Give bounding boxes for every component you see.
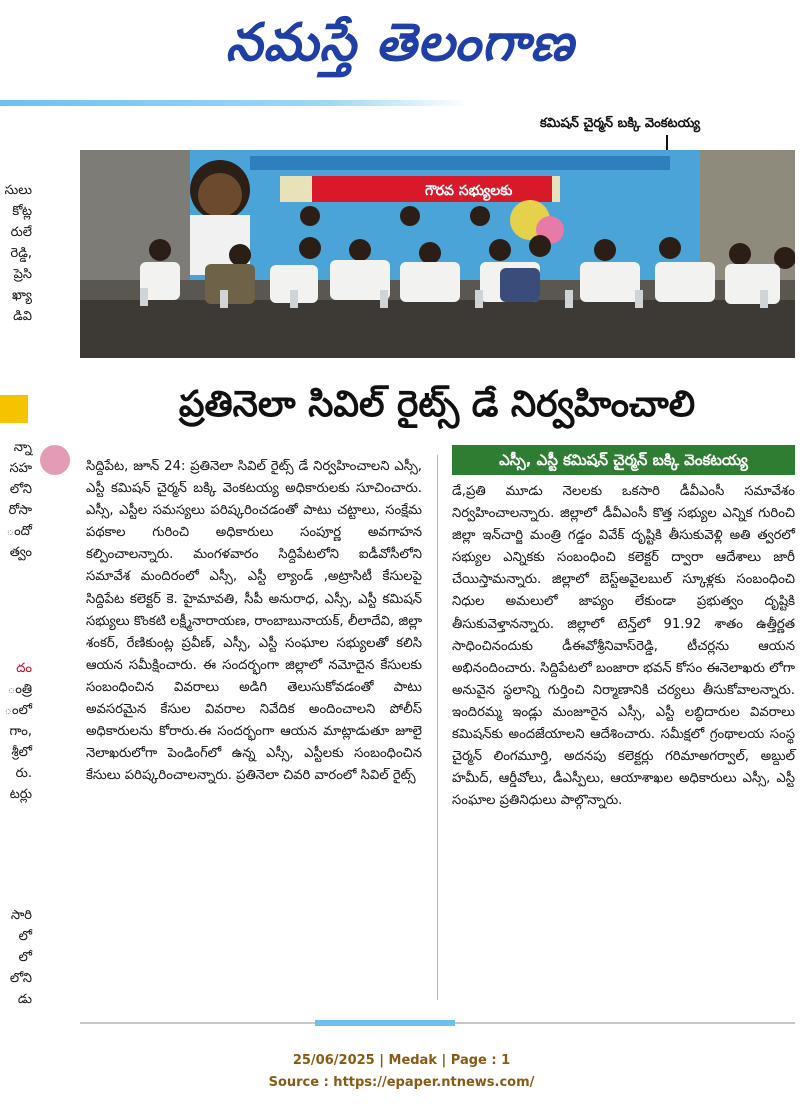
adjacent-article-edge [0,175,40,1055]
left-line: ప్రెసి [13,267,32,282]
left-line: లో [18,950,32,965]
left-line: సులు [4,183,32,198]
left-line: శ్రీలో [11,745,32,760]
left-line: రులే [10,225,32,240]
section-marker [0,395,28,423]
left-line: లో [18,929,32,944]
page-footer [0,1050,803,1094]
left-line: త్వం [9,545,32,560]
left-line: ందో [6,524,32,539]
left-line: సారి [10,908,32,923]
left-line: రెడ్డి, [10,246,32,261]
news-photo [80,150,795,358]
left-line: లోని [9,971,32,986]
column-divider [437,455,438,1000]
article-paragraph: సిద్దిపేట, జూన్ 24: ప్రతినెలా సివిల్ రైట్స్ డే నిర్వహించాలని ఎస్సీ, ఎస్టీ కమిషన్ చైర్మన్ బక్కి వెంకటయ్య అధికారులకు సూచించారు. ఎస్సీ, ఎస్టీల సమస్యలు పరిష్కరించడంతో పాటు చట్టాలు, సంక్షేమ పథకాల గురించి అధికారులు సంపూర్ణ అవగాహన కల్పించాలన్నారు. మంగళవారం సిద్దిపేటలోని ఐడీవోసీలోని సమావేశ మందిరంలో ఎస్సీ, ఎస్టీ ల్యాండ్ ,అట్రాసిటీ కేసులపై సిద్దిపేట కలెక్టర్ కె. హైమావతి, సీపీ అనురాధ, ఎస్సీ, ఎస్టీ కమిషన్ సభ్యులు కొంకటి లక్ష్మీనారాయణ, రాంబాబునాయక్, లీలాదేవి, జిల్లా శంకర్, రేణికుంట్ల ప్రవీణ్, ఎస్సీ, ఎస్టీ సంఘాల సభ్యులతో కలిసి ఆయన సమీక్షించారు. ఈ సందర్భంగా జిల్లాలో నమోదైన కేసులకు సంబంధించిన వివరాలు అడిగి తెలుసుకోవడంతో పాటు అవసరమైన కేసుల వివరాల నివేదిక అందించాలని పోలీస్ అధికారులను కోరారు.ఈ సందర్భంగా ఆయన మాట్లాడుతూ జూలై నెలాఖరులోగా పెండింగ్‌లో ఉన్న ఎస్సీ, ఎస్టీలకు సంబంధించిన కేసులు పరిష్కరించాలన్నారు. ప్రతినెలా చివరి వారంలో సివిల్ రైట్స్ [86,459,422,784]
news-photo-image [80,150,795,358]
article-paragraph: డే,ప్రతి మూడు నెలలకు ఒకసారి డీవీఎంసీ సమావేశం నిర్వహించాలన్నారు. జిల్లాలో డీవీఎంసీ కొత్త సభ్యుల ఎన్నిక గురించి జిల్లా ఇన్‌చార్జి మంత్రి గడ్డం వివేక్ దృష్టికి తీసుకువెళ్లి అతి త్వరలో సభ్యుల ఎన్నికకు సంబంధించి కలెక్టర్ ద్వారా ఆదేశాలు జారీ చేయిస్తామన్నారు. జిల్లాలో బెస్ట్‌అవైలబుల్ స్కూళ్లకు సంబంధించి నిధుల అమలులో జాప్యం లేకుండా ప్రభుత్వం దృష్టికి తీసుకువెళ్తానన్నారు. జిల్లాలో టెన్త్‌లో 91.92 శాతం ఉత్తీర్ణత సాధించినందుకు డీఈవోశ్రీనివాస్‌రెడ్డి, టీచర్లను ఆయన అభినందించారు. సిద్దిపేటలో బంజారా భవన్ కోసం ఈనెలాఖరు లోగా అనువైన స్థలాన్ని గుర్తించి నిర్మాణానికి చర్యలు తీసుకోవాలన్నారు. ఇందిరమ్మ ఇండ్లు మంజూరైన ఎస్సీ, ఎస్టీ లబ్ధిదారుల వివరాలు కమిషన్‌కు అందజేయాలని ఆదేశించారు. సమీక్షలో గ్రంథాలయ సంస్థ చైర్మన్ లింగమూర్తి, అదనపు కలెక్టర్లు గరిమాఅగర్వాల్, అబ్దుల్ హమీద్, ఆర్డీవోలు, డీఎస్పీలు, ఆయాశాఖల అధికారులు ఎస్సీ, ఎస్టీ సంఘాల ప్రతినిధులు పాల్గొన్నారు. [452,484,795,809]
article-column-2 [452,481,795,812]
masthead-logo: నమస్తే తెలంగాణ [225,13,575,73]
header-rule [0,100,470,106]
left-line: డు [17,992,32,1007]
photo-banner-text: గౌరవ సభ్యులకు [425,183,513,199]
decorative-dot [40,445,70,475]
left-line: రు. [15,766,32,781]
left-line: కోట్ల [12,204,32,219]
article-column-1 [86,456,422,787]
photo-caption-line1 [540,97,795,115]
left-line: ంలో [4,703,32,718]
left-line: ంత్రి [7,682,32,697]
left-line: ఖ్యా [12,288,32,303]
left-red-heading: దం [16,661,32,676]
bottom-accent [315,1020,455,1026]
left-line: రోసా [8,503,32,518]
left-line: టర్లు [9,787,32,802]
article-subheadline: ఎస్సీ, ఎస్టీ కమిషన్ చైర్మన్ బక్కి వెంకటయ్య [452,445,795,475]
left-line: లోని [9,482,32,497]
left-line: డివి [13,309,32,324]
footer-source: Source : https://epaper.ntnews.com/ [268,1075,535,1090]
left-line: న్నా [13,440,32,455]
left-line: సహ [9,461,32,476]
footer-date-edition: 25/06/2025 | Medak | Page : 1 [292,1053,511,1068]
article-headline: ప్రతినెలా సివిల్ రైట్స్ డే నిర్వహించాలి [178,384,696,425]
left-line: గాం, [9,724,32,739]
photo-caption-text: కమిషన్ చైర్మన్ బక్కి వెంకటయ్య [540,116,701,131]
